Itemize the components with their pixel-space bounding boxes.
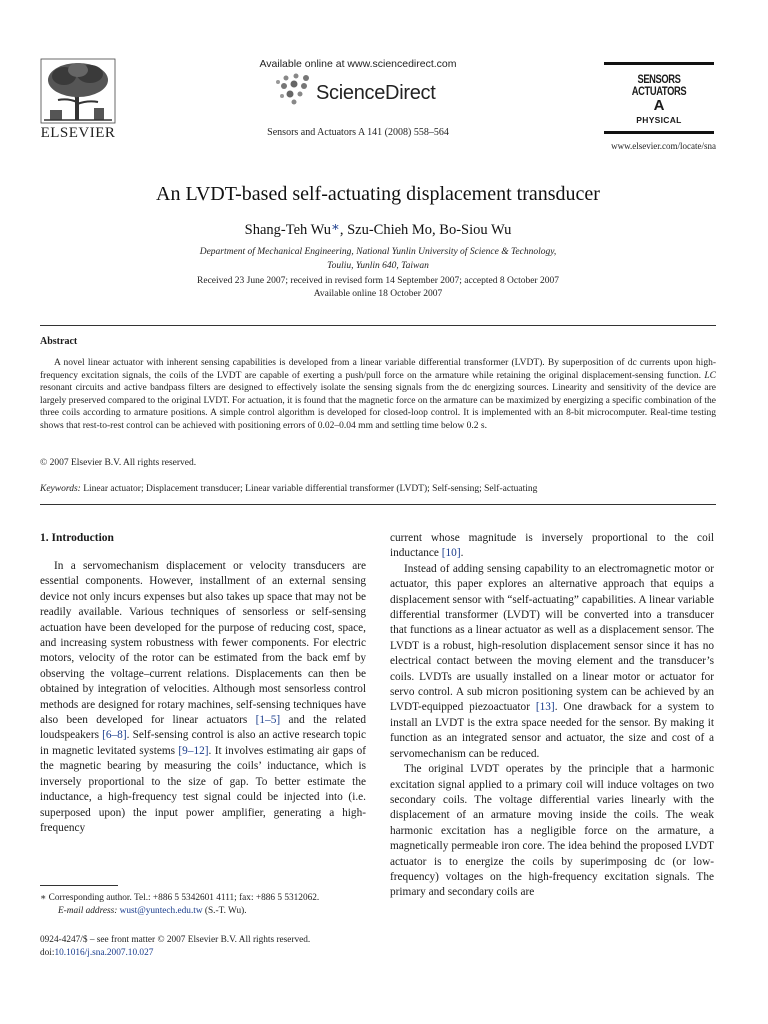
author-first: Shang-Teh Wu	[244, 222, 331, 238]
journal-logo-line1: SENSORS	[637, 72, 681, 86]
affiliation	[140, 245, 616, 273]
footnote-contact: Corresponding author. Tel.: +886 5 5342601 4111; fax: +886 5 5312062.	[46, 893, 320, 903]
footnote-rule	[40, 885, 118, 886]
author-list	[40, 219, 716, 239]
intro-p2-text-a: Instead of adding sensing capability to an electromagnetic motor or actuator, this paper explores an alternative approach that equips a displacement sensor with “self-actuating” capabilities. A linear variable differential transformer (LVDT) will be converted into a transducer that functions as a linear actuator as well as a displacement sensor. The LVDT is a robust, high-resolution displacement sensor since it has no electrical contact between the moving element and the transducer’s coils. LVDTs are usually installed on a linear motor or actuator for servo control. A sub micron positioning system can be achieved by an LVDT-equipped piezoactuator	[390, 562, 714, 714]
abstract-copyright: © 2007 Elsevier B.V. All rights reserved.	[40, 458, 197, 468]
corresponding-author-footnote	[40, 892, 366, 919]
footnote-mark: ∗	[40, 893, 47, 903]
keywords-list: Linear actuator; Displacement transducer; Linear variable differential transformer (LVDT); Self-sensing; Self-actuating	[80, 484, 538, 494]
intro-paragraph-2	[390, 562, 714, 762]
intro-p2-text-b: . One drawback for a system to install an LVDT is the extra space needed for the sensor. By making it function as an integrated sensor and actuator, the size and cost of a servomechanism can be reduced.	[390, 701, 714, 760]
journal-citation: Sensors and Actuators A 141 (2008) 558–564	[267, 127, 449, 138]
keywords	[40, 484, 537, 494]
abstract-top-rule	[40, 325, 716, 326]
author-others: , Szu-Chieh Mo, Bo-Siou Wu	[339, 222, 512, 238]
abstract-lc-term: LC	[704, 370, 716, 381]
abstract-text	[40, 357, 716, 433]
journal-logo-line3: A	[653, 97, 665, 114]
front-matter	[40, 934, 380, 961]
citation-9-12[interactable]: [9–12]	[178, 744, 209, 757]
citation-1-5[interactable]: [1–5]	[255, 714, 281, 727]
journal-url[interactable]: www.elsevier.com/locate/sna	[611, 141, 716, 151]
intro-p1-text-c: . Self-sensing control is also an active research topic in magnetic levitated systems	[40, 729, 366, 757]
left-column	[40, 559, 366, 836]
journal-logo-line2: ACTUATORS	[631, 84, 687, 98]
history-online: Available online 18 October 2007	[313, 289, 443, 299]
intro-p1-cont-text: current whose magnitude is inversely proportional to the coil inductance	[390, 532, 714, 560]
citation-13[interactable]: [13]	[535, 701, 555, 714]
intro-p1-text-a: In a servomechanism displacement or velocity transducers are essential components. However, installment of an external sensing device not only incurs expenses but also takes up space that may not be readily available. Various techniques of sensorless or self-sensing actuation have been developed for the purpose of reducing cost, space, and increasing system robustness with fewer components. For electric motors, velocity of the rotor can be estimated from the back emf by observing the voltage–current relations. Displacements can then be obtained by integration of velocities. Although most sensorless control methods are designed for rotary machines, self-sensing techniques have also been developed for linear actuators	[40, 560, 366, 727]
abstract-bottom-rule	[40, 504, 716, 505]
history-received: Received 23 June 2007; received in revised form 14 September 2007; accepted 8 October 2007	[197, 276, 559, 286]
intro-p1-cont-end: .	[460, 547, 464, 560]
journal-logo-line4: PHYSICAL	[636, 115, 682, 125]
article-history	[140, 275, 616, 301]
issn-line: 0924-4247/$ – see front matter © 2007 Elsevier B.V. All rights reserved.	[40, 935, 311, 945]
author-email-link[interactable]: wust@yuntech.edu.tw	[119, 906, 203, 917]
publisher-name: ELSEVIER	[40, 125, 116, 141]
affiliation-line1: Department of Mechanical Engineering, National Yunlin University of Science & Technology,	[199, 247, 557, 257]
sciencedirect-wordmark: ScienceDirect	[316, 82, 436, 104]
section-heading-introduction: 1. Introduction	[40, 532, 114, 544]
doi-link[interactable]: 10.1016/j.sna.2007.10.027	[54, 948, 154, 959]
email-label: E-mail address:	[58, 906, 118, 917]
abstract-text-part2: resonant circuits and active bandpass filters are designed to effectively isolate the sensing signals from the dc energizing sources. Linearity and sensitivity of the device are largely preserved compared to the original LVDT. For actuation, it is found that the magnetic force on the armature can be maximized by energizing a specific combination of the three coils according to armature positions. A simple control algorithm is developed for closed-loop control. It is implemented with an 8-bit microcomputer. Real-time testing shows that rest-to-rest control can be achieved with positioning errors of 0.02–0.04 mm and settling time below 0.2 s.	[40, 383, 716, 431]
intro-p1-text-b: and the related loudspeakers	[40, 714, 366, 742]
journal-logo	[604, 62, 714, 134]
citation-10[interactable]: [10]	[441, 547, 461, 560]
citation-6-8[interactable]: [6–8]	[102, 729, 127, 742]
doi-label: doi:	[40, 948, 55, 959]
email-suffix: (S.-T. Wu).	[202, 906, 247, 917]
intro-paragraph-1	[40, 559, 366, 836]
abstract-heading: Abstract	[40, 336, 78, 347]
affiliation-line2: Touliu, Yunlin 640, Taiwan	[327, 261, 429, 271]
keywords-label: Keywords:	[40, 484, 81, 494]
article-title: An LVDT-based self-actuating displacement transducer	[156, 183, 600, 205]
intro-paragraph-1-cont	[390, 531, 714, 562]
available-online-text: Available online at www.sciencedirect.com	[259, 58, 457, 70]
abstract-text-part1: A novel linear actuator with inherent sensing capabilities is developed from a linear variable differential transformer (LVDT). By superposition of dc currents upon high-frequency excitation signals, the coils of the LVDT are capable of exerting a push/pull force on the armature while retaining the original displacement-sensing function.	[40, 358, 716, 381]
intro-p1-text-d: . It involves estimating air gaps of the magnetic bearing by measuring the coils’ inductance, which is inversely proportional to the size of gap. To better estimate the inductance, a high-frequency test signal could be injected into (i.e. superposed upon) the input power amplifier, generating a high-frequency	[40, 744, 366, 834]
intro-paragraph-3: The original LVDT operates by the principle that a harmonic excitation signal applied to a primary coil will induce voltages on two secondary coils. The voltage differential varies linearly with the displacement of an armature moving inside the coils. The weak harmonic excitation has a negligible force on the armature, a magnetically permeable iron core. The idea behind the proposed LVDT actuator is to energize the coils by superimposing dc (or low-frequency) voltages on the high-frequency excitation signals. The primary and secondary coils are	[390, 763, 714, 899]
right-column	[390, 531, 714, 901]
corresponding-author-mark[interactable]: ∗	[330, 219, 340, 234]
